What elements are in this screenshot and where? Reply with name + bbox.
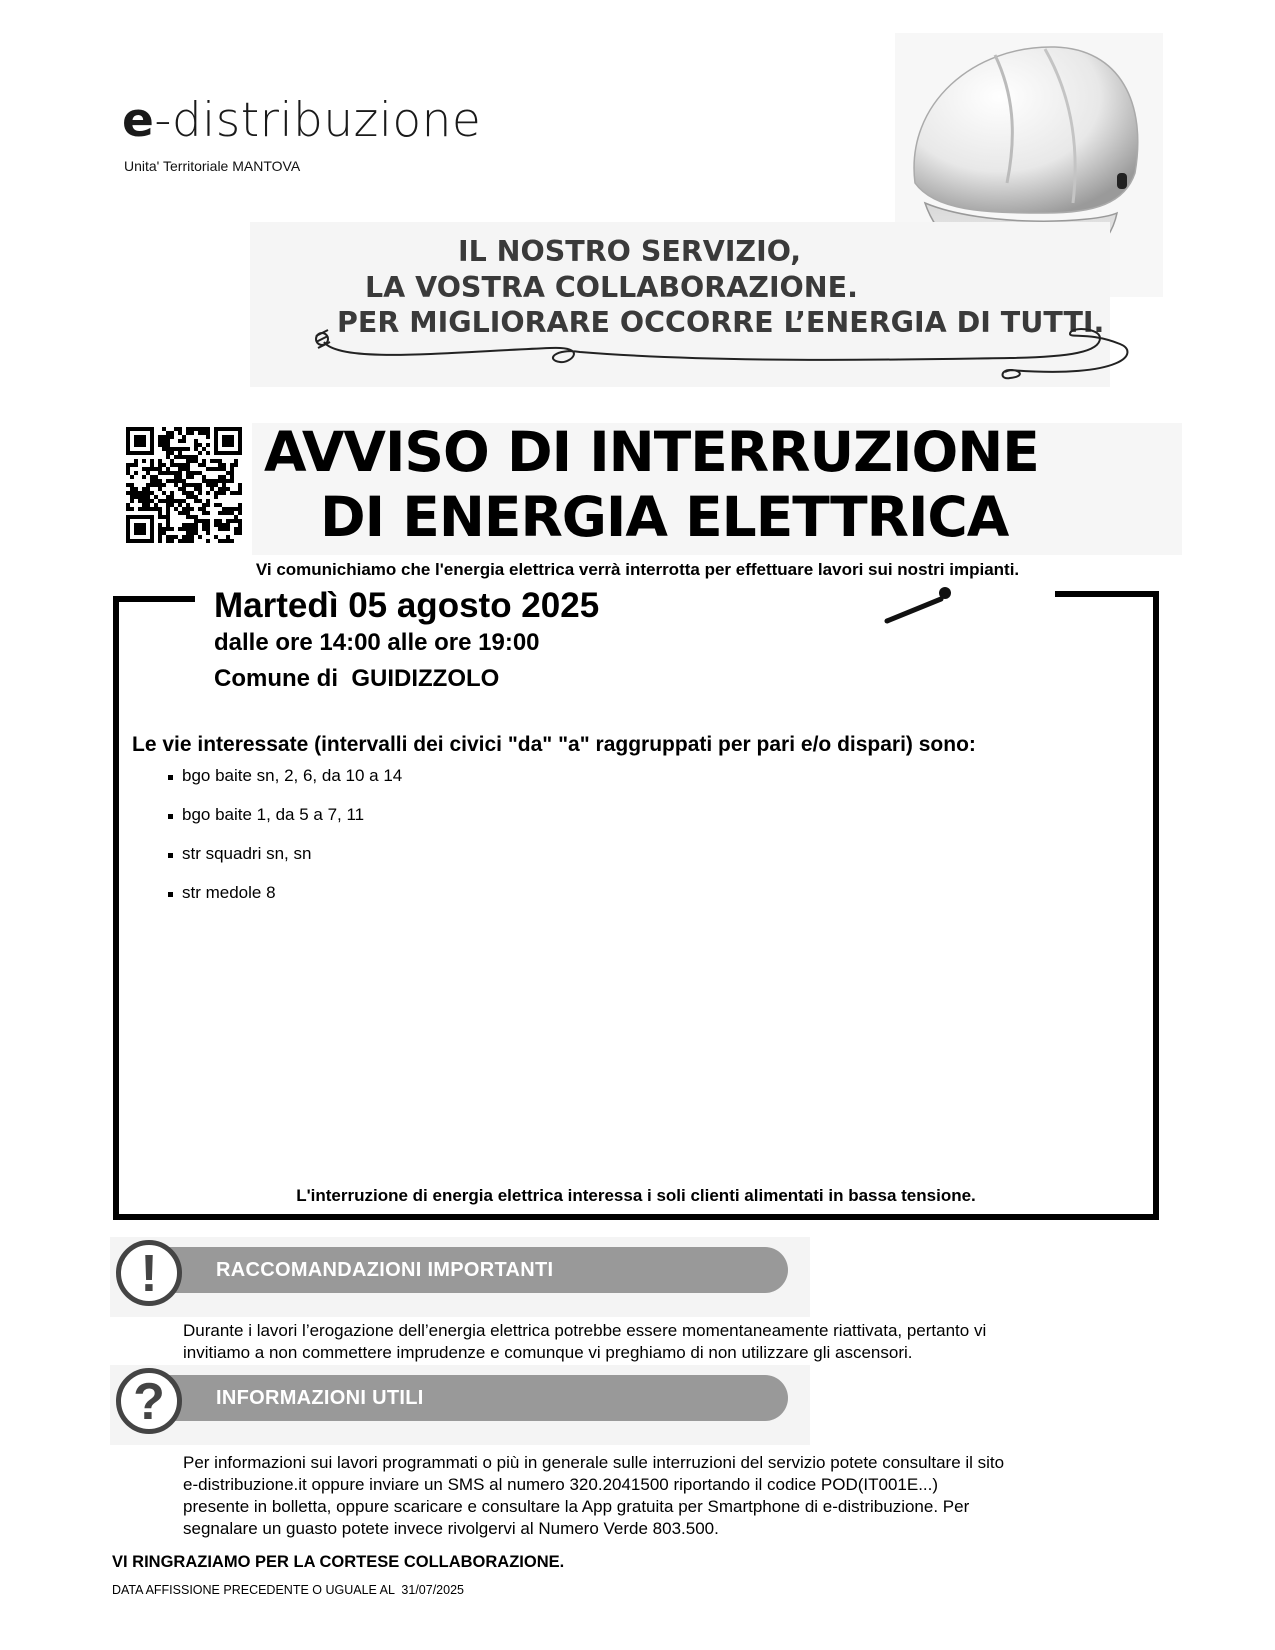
box-border-segment — [113, 596, 195, 602]
info-line-2: e-distribuzione.it oppure inviare un SMS al numero 320.2041500 riportando il codice POD(IT001E...) — [183, 1475, 939, 1494]
recommendations-line-2: invitiamo a non commettere imprudenze e comunque vi preghiamo di non utilizzare gli ascensori. — [183, 1343, 913, 1362]
slogan-line-1: IL NOSTRO SERVIZIO, — [458, 235, 802, 268]
title-line-1: AVVISO DI INTERRUZIONE — [264, 420, 1039, 484]
streets-title: Le vie interessate (intervalli dei civici "da" "a" raggruppati per pari e/o dispari) sono: — [132, 733, 976, 756]
posting-date: DATA AFFISSIONE PRECEDENTE O UGUALE AL 31/07/2025 — [112, 1583, 464, 1597]
list-item: str medole 8 — [168, 883, 402, 922]
list-item: bgo baite sn, 2, 6, da 10 a 14 — [168, 766, 402, 805]
logo-text: -distribuzione — [154, 93, 482, 148]
exclamation-icon: ! — [116, 1240, 182, 1306]
info-line-3: presente in bolletta, oppure scaricare e consultare la App gratuita per Smartphone di e-distribuzione. Per — [183, 1497, 970, 1516]
recommendations-heading: RACCOMANDAZIONI IMPORTANTI — [216, 1259, 554, 1281]
territorial-unit: Unita' Territoriale MANTOVA — [124, 158, 301, 174]
info-line-4: segnalare un guasto potete invece rivolgervi al Numero Verde 803.500. — [183, 1519, 719, 1538]
recommendations-line-1: Durante i lavori l’erogazione dell’energia elettrica potrebbe essere momentaneamente riattivata, pertanto vi — [183, 1321, 987, 1340]
info-heading: INFORMAZIONI UTILI — [216, 1387, 424, 1409]
list-item: str squadri sn, sn — [168, 844, 402, 883]
qr-code[interactable] — [126, 427, 242, 543]
slogan-line-3: PER MIGLIORARE OCCORRE L’ENERGIA DI TUTTI. — [337, 306, 1105, 339]
slogan-line-2: LA VOSTRA COLLABORAZIONE. — [365, 271, 858, 304]
power-cable-icon — [310, 324, 1170, 404]
logo-mark: e — [122, 93, 155, 148]
pen-icon — [883, 585, 953, 625]
list-item: bgo baite 1, da 5 a 7, 11 — [168, 805, 402, 844]
title-line-2: DI ENERGIA ELETTRICA — [320, 485, 1009, 549]
streets-list — [168, 766, 402, 922]
company-logo — [122, 93, 482, 148]
box-border-segment — [1055, 591, 1159, 597]
interruption-hours: dalle ore 14:00 alle ore 19:00 — [214, 629, 540, 656]
interruption-date: Martedì 05 agosto 2025 — [214, 586, 600, 625]
low-voltage-note: L'interruzione di energia elettrica interessa i soli clienti alimentati in bassa tensione. — [296, 1186, 976, 1205]
question-icon: ? — [116, 1368, 182, 1434]
intro-text: Vi comunichiamo che l'energia elettrica verrà interrotta per effettuare lavori sui nostri impianti. — [255, 560, 1020, 579]
municipality: Comune di GUIDIZZOLO — [214, 665, 500, 692]
info-line-1: Per informazioni sui lavori programmati o più in generale sulle interruzioni del servizio potete consultare il sito — [183, 1453, 1005, 1472]
thanks-text: VI RINGRAZIAMO PER LA CORTESE COLLABORAZIONE. — [112, 1553, 565, 1571]
